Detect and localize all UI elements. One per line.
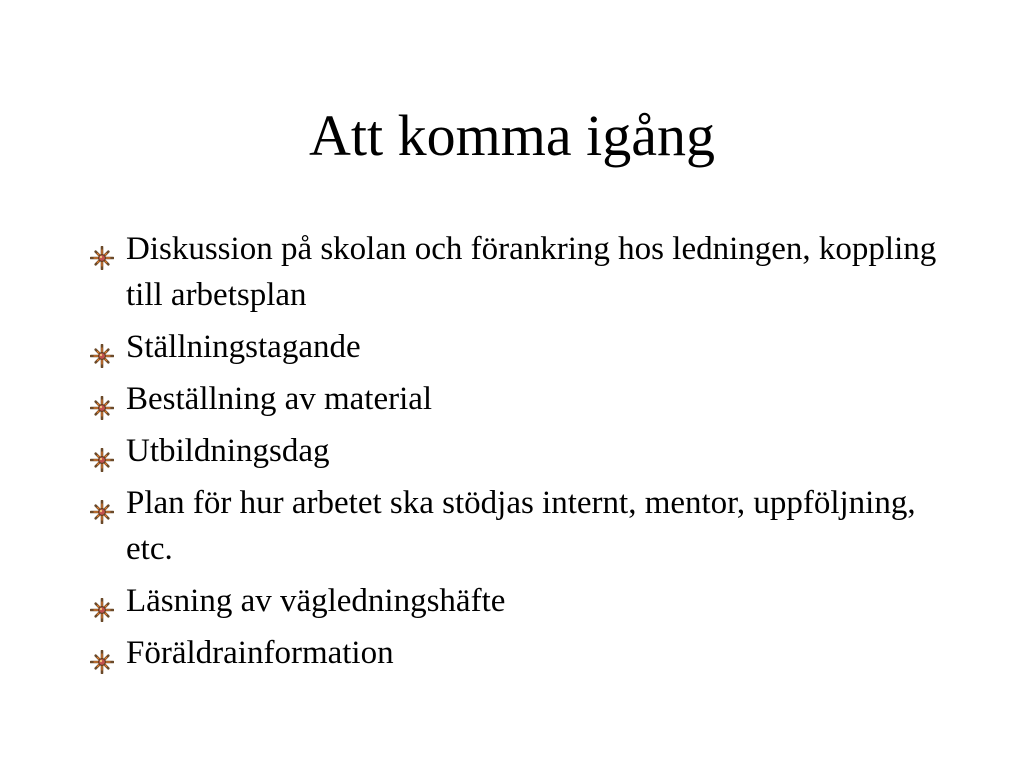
starburst-bullet-svg	[90, 246, 114, 270]
bullet-text: Läsning av vägledningshäfte	[126, 583, 506, 619]
starburst-bullet-icon	[90, 237, 114, 261]
bullet-item	[90, 428, 970, 474]
bullet-item	[90, 376, 970, 422]
bullet-item	[90, 578, 970, 624]
slide-title: Att komma igång	[309, 103, 715, 168]
starburst-bullet-svg	[90, 650, 114, 674]
starburst-bullet-svg	[90, 598, 114, 622]
bullet-item	[90, 630, 970, 676]
bullet-text: Ställningstagande	[126, 329, 361, 365]
bullet-text: Diskussion på skolan och förankring hos ledningen, koppling till arbetsplan	[126, 231, 937, 313]
starburst-bullet-icon	[90, 589, 114, 613]
bullet-item	[90, 226, 970, 318]
bullet-item	[90, 324, 970, 370]
starburst-bullet-icon	[90, 641, 114, 665]
starburst-bullet-icon	[90, 387, 114, 411]
bullet-text: Utbildningsdag	[126, 433, 330, 469]
starburst-bullet-icon	[90, 491, 114, 515]
bullet-text: Beställning av material	[126, 381, 433, 417]
starburst-bullet-svg	[90, 448, 114, 472]
bullet-text: Plan för hur arbetet ska stödjas internt, mentor, uppföljning, etc.	[126, 485, 916, 567]
starburst-bullet-svg	[90, 344, 114, 368]
bullet-list	[90, 226, 970, 682]
bullet-text: Föräldrainformation	[126, 635, 394, 671]
starburst-bullet-svg	[90, 396, 114, 420]
bullet-item	[90, 480, 970, 572]
starburst-bullet-icon	[90, 335, 114, 359]
starburst-bullet-svg	[90, 500, 114, 524]
starburst-bullet-icon	[90, 439, 114, 463]
